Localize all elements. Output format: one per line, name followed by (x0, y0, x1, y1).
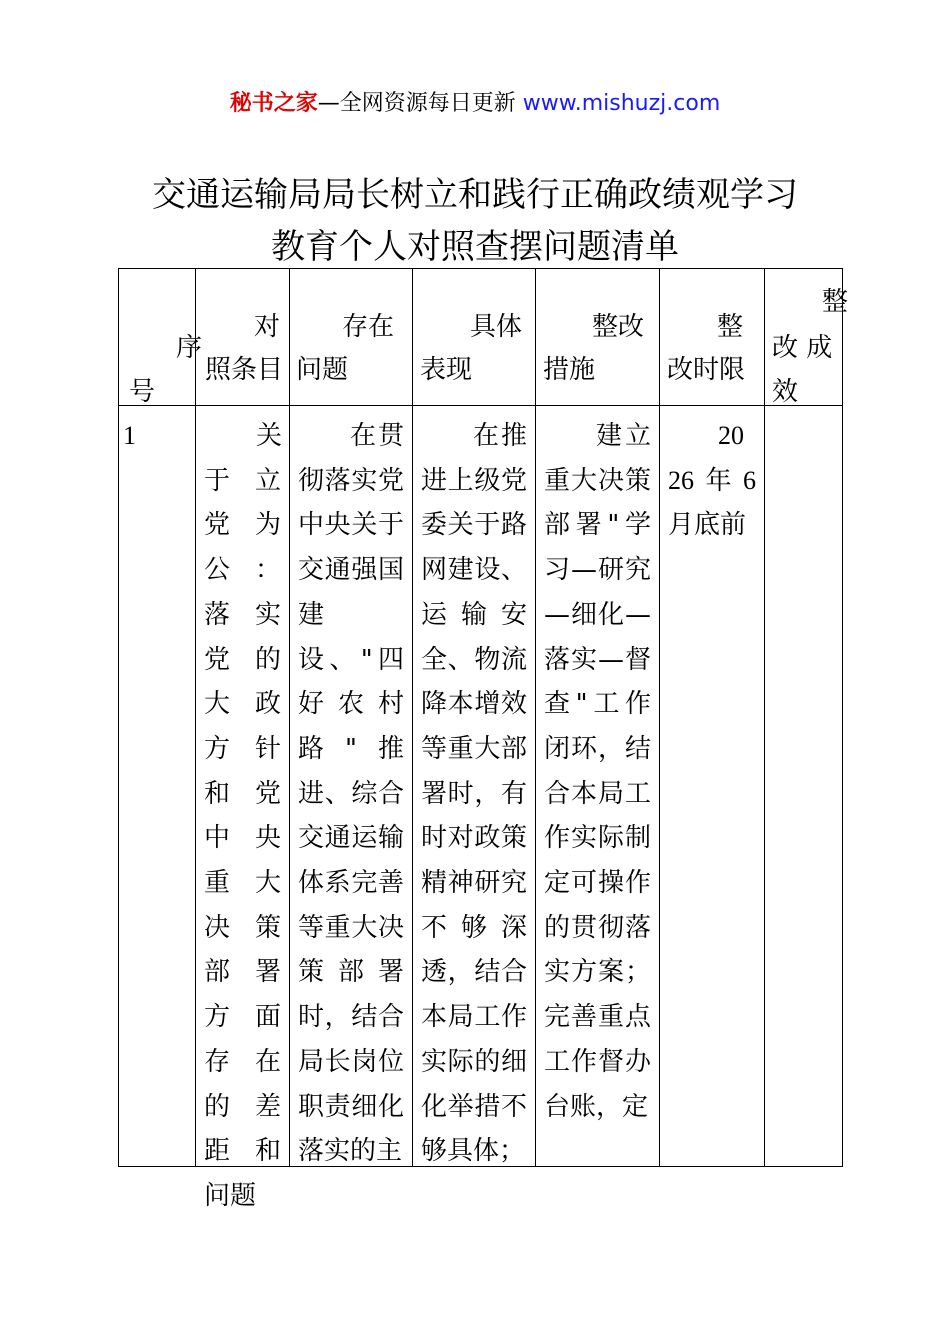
document-title-line-2: 教育个人对照查摆问题清单 (271, 227, 679, 267)
table-header-row (119, 269, 843, 406)
checklist-table (118, 268, 849, 1211)
banner-slogan: 全网资源每日更新 (339, 91, 516, 116)
document-title-line-1: 交通运输局局长树立和践行正确政绩观学习 (152, 175, 798, 215)
header-result: 整 改 成 效 (765, 269, 843, 406)
cell-result (765, 406, 843, 1167)
site-brand: 秘书之家 (229, 91, 318, 116)
header-item: 对 照条目 (196, 269, 290, 406)
cell-problem: 在贯彻落实党中央关于交通强国建设、"四好农村路"推进、综合交通运输体系完善等重大决策部署时，结合局长岗位职责细化落实的主 (290, 406, 413, 1167)
cell-manifest: 在推进上级党委关于路网建设、运输安全、物流降本增效等重大部署时，有时对政策精神研究不够深透，结合本局工作实际的细化举措不够具体； (413, 406, 536, 1167)
header-deadline: 整 改时限 (660, 269, 765, 406)
cell-deadline: 2026年6月底前 (660, 406, 765, 1167)
header-problem: 存在 问题 (290, 269, 413, 406)
cell-seq: 1 (119, 406, 196, 1167)
banner-dash: — (317, 91, 340, 116)
header-measures: 整改 措施 (536, 269, 660, 406)
cell-item: 关于立党为公：落实党的大政方针和党中央重大决策部署方面存在的差距和问题 (196, 406, 290, 1167)
table-row (119, 406, 843, 1167)
site-url-link[interactable]: www.mishuzj.com (522, 91, 721, 116)
header-seq: 序 号 (119, 269, 196, 406)
header-banner (0, 88, 950, 120)
cell-measures: 建立重大决策部署"学习—研究—细化—落实—督查"工作闭环，结合本局工作实际制定可操作的贯彻落实方案；完善重点工作督办台账，定 (536, 406, 660, 1167)
header-manifest: 具体 表现 (413, 269, 536, 406)
